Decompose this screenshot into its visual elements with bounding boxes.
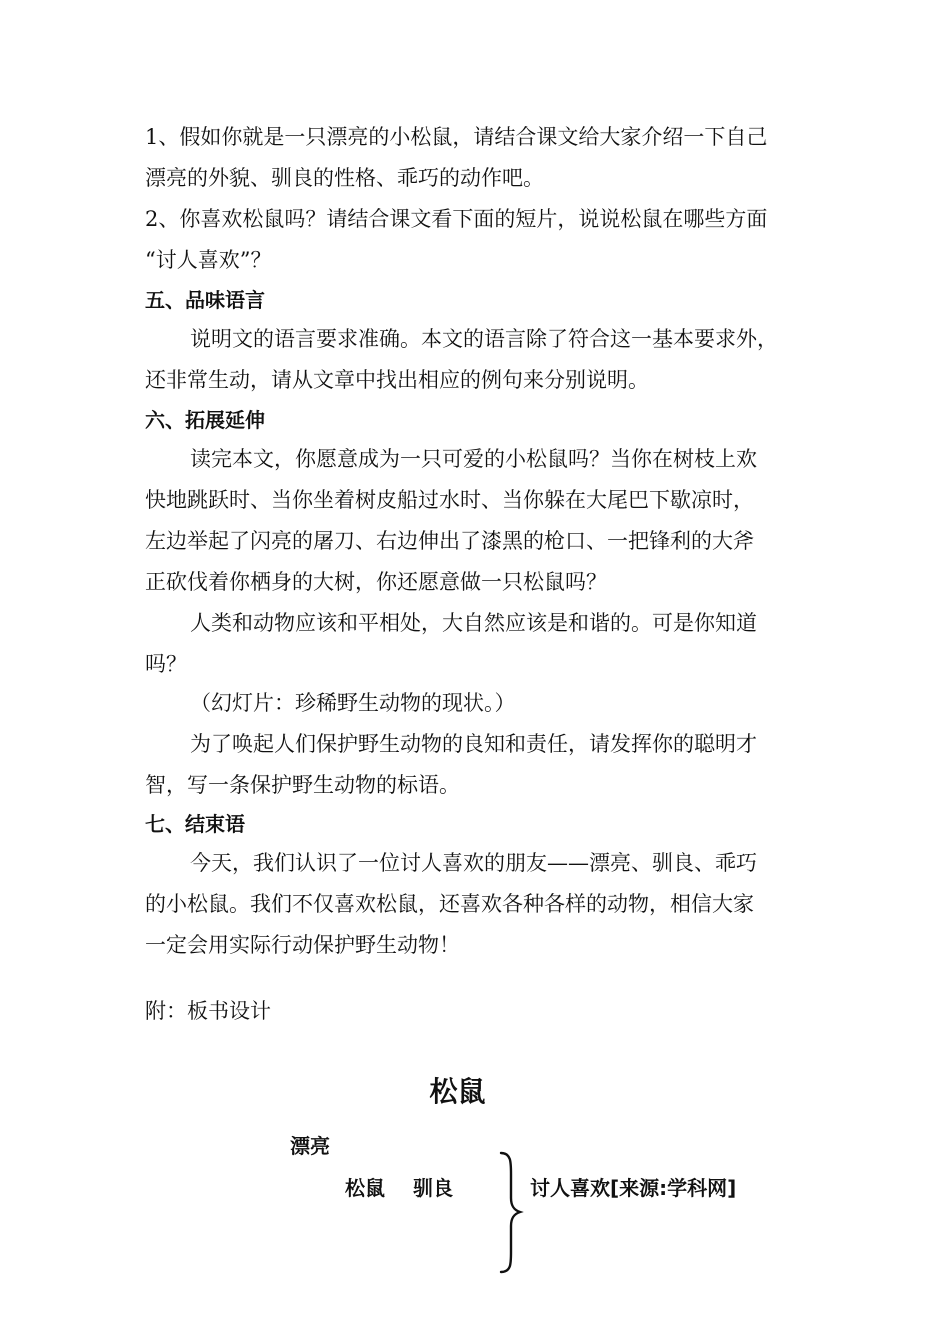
appendix-label: 附：板书设计 bbox=[145, 999, 271, 1023]
section-6-paragraph-4-line-1: 为了唤起人们保护野生动物的良知和责任，请发挥你的聪明才 bbox=[190, 732, 757, 756]
section-5-paragraph-line-1: 说明文的语言要求准确。本文的语言除了符合这一基本要求外， bbox=[190, 327, 778, 351]
section-6-paragraph-1-line-2: 快地跳跃时、当你坐着树皮船过水时、当你躲在大尾巴下歇凉时， bbox=[145, 488, 754, 512]
question-1-line-2: 漂亮的外貌、驯良的性格、乖巧的动作吧。 bbox=[145, 166, 544, 190]
question-2-line-2: “讨人喜欢”？ bbox=[145, 248, 272, 272]
section-5-paragraph-line-2: 还非常生动，请从文章中找出相应的例句来分别说明。 bbox=[145, 368, 649, 392]
section-6-paragraph-4-line-2: 智，写一条保护野生动物的标语。 bbox=[145, 773, 460, 797]
curly-brace-icon bbox=[495, 1150, 525, 1275]
section-7-paragraph-line-3: 一定会用实际行动保护野生动物！ bbox=[145, 933, 460, 957]
board-conclusion: 讨人喜欢[来源:学科网] bbox=[530, 1176, 737, 1200]
section-6-paragraph-2-line-1: 人类和动物应该和平相处，大自然应该是和谐的。可是你知道 bbox=[190, 611, 757, 635]
section-7-paragraph-line-2: 的小松鼠。我们不仅喜欢松鼠，还喜欢各种各样的动物，相信大家 bbox=[145, 892, 754, 916]
section-6-paragraph-1-line-3: 左边举起了闪亮的屠刀、右边伸出了漆黑的枪口、一把锋利的大斧 bbox=[145, 529, 754, 553]
section-5-heading: 五、品味语言 bbox=[145, 288, 265, 312]
section-6-heading: 六、拓展延伸 bbox=[145, 408, 265, 432]
question-2-line-1: 2、你喜欢松鼠吗？请结合课文看下面的短片，说说松鼠在哪些方面 bbox=[145, 207, 768, 231]
board-trait-beautiful: 漂亮 bbox=[290, 1134, 330, 1158]
board-title: 松鼠 bbox=[429, 1075, 486, 1108]
question-1-line-1: 1、假如你就是一只漂亮的小松鼠，请结合课文给大家介绍一下自己 bbox=[145, 125, 768, 149]
board-trait-docile: 驯良 bbox=[413, 1176, 453, 1200]
board-subject: 松鼠 bbox=[345, 1176, 385, 1200]
section-7-paragraph-line-1: 今天，我们认识了一位讨人喜欢的朋友——漂亮、驯良、乖巧 bbox=[190, 851, 757, 875]
section-6-paragraph-1-line-1: 读完本文，你愿意成为一只可爱的小松鼠吗？当你在树枝上欢 bbox=[190, 447, 757, 471]
section-7-heading: 七、结束语 bbox=[145, 812, 245, 836]
section-6-paragraph-2-line-2: 吗？ bbox=[145, 652, 187, 676]
section-6-paragraph-1-line-4: 正砍伐着你栖身的大树，你还愿意做一只松鼠吗？ bbox=[145, 570, 607, 594]
section-6-slide-note: （幻灯片：珍稀野生动物的现状。） bbox=[190, 691, 516, 715]
